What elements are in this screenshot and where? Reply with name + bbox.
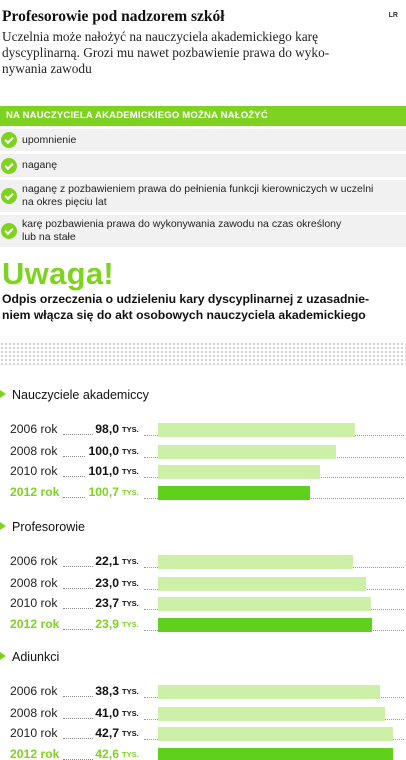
tick-label: 2010 rok <box>10 726 58 740</box>
tick-label: 2006 rok <box>10 554 58 568</box>
bar <box>158 618 372 632</box>
penalty-line: upomnienie <box>22 134 77 146</box>
check-circle-icon <box>1 132 17 148</box>
penalties-heading-band <box>0 106 406 126</box>
penalty-item <box>0 215 406 247</box>
tick-label: 2008 rok <box>10 706 58 720</box>
notice-heading: Uwaga! <box>2 256 115 291</box>
lead-line: Uczelnia może nałożyć na nauczyciela akademickiego karę <box>2 29 318 44</box>
penalty-line: naganę <box>22 159 58 171</box>
unit-label: TYS. <box>122 579 139 588</box>
notice-line: niem włącza się do akt osobowych nauczyciela akademickiego <box>2 307 366 322</box>
penalty-text <box>22 159 402 172</box>
data-label: 42,6 <box>95 747 119 760</box>
dotted-separator <box>0 342 406 366</box>
data-label: 98,0 <box>95 422 119 436</box>
check-circle-icon <box>1 158 17 174</box>
penalty-line: naganę z pozbawieniem prawa do pełnienia funkcji kierowniczych w uczelni <box>22 183 374 195</box>
unit-label: TYS. <box>122 425 139 434</box>
credit-label: LR <box>388 12 398 19</box>
penalty-line: na okres pięciu lat <box>22 196 107 208</box>
bar <box>158 748 393 760</box>
penalty-line: karę pozbawienia prawa do wykonywania zawodu na czas określony <box>22 218 342 230</box>
penalty-item <box>0 180 406 212</box>
triangle-bullet-icon <box>0 522 6 530</box>
unit-label: TYS. <box>122 687 139 696</box>
unit-label: TYS. <box>122 750 139 759</box>
page-title: Profesorowie pod nadzorem szkół <box>2 8 225 25</box>
bar <box>158 577 366 591</box>
unit-label: TYS. <box>122 709 139 718</box>
penalty-item <box>0 154 406 177</box>
notice-line: Odpis orzeczenia o udzieleniu kary dyscyplinarnej z uzasadnie- <box>2 292 370 306</box>
unit-label: TYS. <box>122 467 139 476</box>
tick-label: 2008 rok <box>10 444 58 458</box>
data-label: 100,7 <box>88 485 119 499</box>
triangle-bullet-icon <box>0 652 6 660</box>
penalty-text <box>22 134 402 147</box>
bar <box>158 597 371 611</box>
data-label: 41,0 <box>95 706 119 720</box>
penalties-heading: NA NAUCZYCIELA AKADEMICKIEGO MOŻNA NAŁOŻYĆ <box>6 110 268 121</box>
unit-label: TYS. <box>122 599 139 608</box>
tick-label: 2006 rok <box>10 422 58 436</box>
chart-title <box>0 650 59 664</box>
data-label: 23,9 <box>95 617 119 631</box>
check-circle-icon <box>1 223 17 239</box>
bar <box>158 423 355 437</box>
unit-label: TYS. <box>122 488 139 497</box>
tick-label: 2012 rok <box>10 617 60 631</box>
penalty-line: lub na stałe <box>22 231 76 243</box>
bar <box>158 727 393 741</box>
bar <box>158 486 310 500</box>
chart-title-text: Profesorowie <box>12 520 85 534</box>
tick-label: 2012 rok <box>10 485 60 499</box>
chart-title <box>0 388 149 402</box>
data-label: 42,7 <box>95 726 119 740</box>
bar <box>158 465 320 479</box>
unit-label: TYS. <box>122 729 139 738</box>
bar <box>158 707 385 721</box>
tick-label: 2006 rok <box>10 684 58 698</box>
tick-label: 2010 rok <box>10 596 58 610</box>
data-label: 23,0 <box>95 576 119 590</box>
penalty-text <box>22 183 402 209</box>
lead-line: dyscyplinarną. Grozi mu nawet pozbawienie prawa do wyko- <box>2 45 330 60</box>
unit-label: TYS. <box>122 447 139 456</box>
check-circle-icon <box>1 188 17 204</box>
tick-label: 2012 rok <box>10 747 60 760</box>
tick-label: 2010 rok <box>10 464 58 478</box>
penalty-item <box>0 129 406 151</box>
unit-label: TYS. <box>122 557 139 566</box>
penalty-text <box>22 218 402 244</box>
chart-title-text: Adiunkci <box>12 650 60 664</box>
lead-line: nywania zawodu <box>2 61 92 76</box>
bar <box>158 555 353 569</box>
unit-label: TYS. <box>122 620 139 629</box>
bar <box>158 445 336 459</box>
data-label: 101,0 <box>88 464 119 478</box>
data-label: 22,1 <box>95 554 119 568</box>
data-label: 23,7 <box>95 596 119 610</box>
notice-text <box>2 292 402 323</box>
lead-text <box>2 29 394 77</box>
bar <box>158 685 380 699</box>
data-label: 38,3 <box>95 684 119 698</box>
chart-title <box>0 520 85 534</box>
data-label: 100,0 <box>88 444 119 458</box>
tick-label: 2008 rok <box>10 576 58 590</box>
chart-title-text: Nauczyciele akademiccy <box>12 388 149 402</box>
triangle-bullet-icon <box>0 390 6 398</box>
